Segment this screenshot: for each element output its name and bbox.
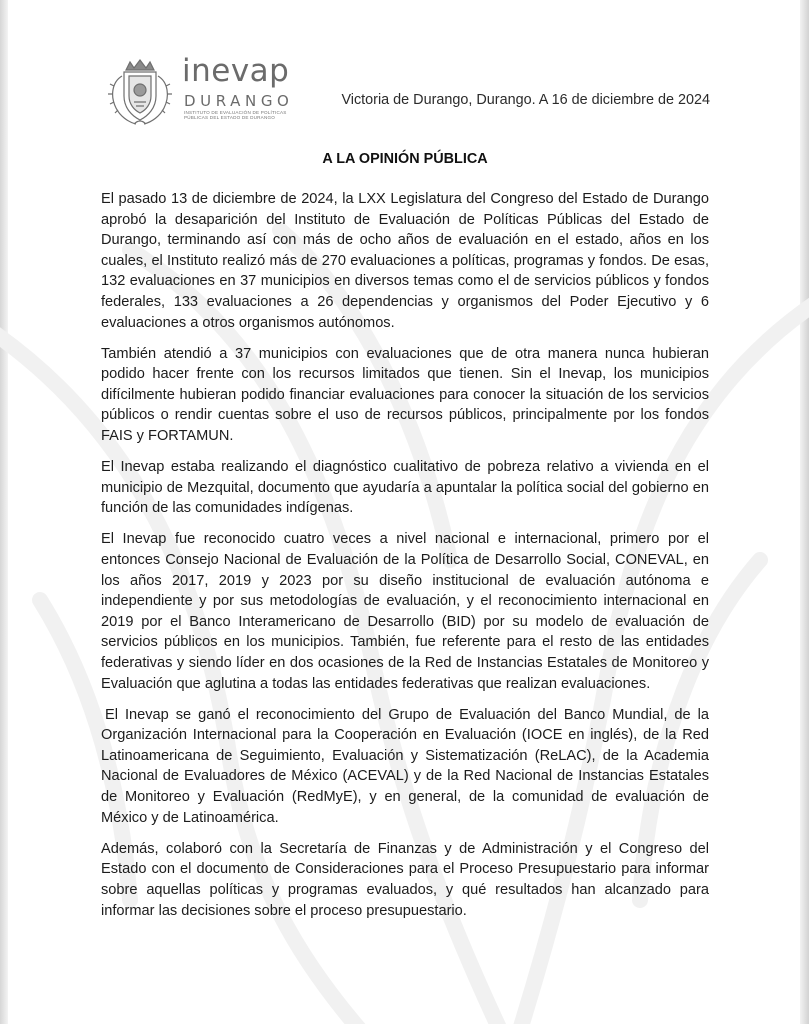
document-body [101, 189, 709, 932]
brand-subtitle: DURANGO [184, 92, 294, 110]
paragraph: Además, colaboró con la Secretaría de Finanzas y de Administración y el Congreso del Estado con el documento de Consideraciones para el Proceso Presupuestario para informar sobre aquellas políticas y programas evaluados, y qué resultados han alcanzado para informar las decisiones sobre el proceso presupuestario. [101, 840, 709, 919]
paragraph: El Inevap estaba realizando el diagnóstico cualitativo de pobreza relativo a vivienda en el municipio de Mezquital, documento que ayudaría a apuntalar la política social del gobierno en función de las comunidades indígenas. [101, 459, 709, 517]
paragraph: El pasado 13 de diciembre de 2024, la LXX Legislatura del Congreso del Estado de Durango aprobó la desaparición del Instituto de Evaluación de Políticas Públicas del Estado de Durango, terminando así con más de ocho años de evaluación en el estado, años en los cuales, el Instituto realizó más de 270 evaluaciones a políticas, programas y fondos. De esas, 132 evaluaciones en 37 municipios en diversos temas como el de servicios públicos y fondos federales, 133 evaluaciones a 26 dependencias y organismos del Poder Ejecutivo y 6 evaluaciones a otros organismos autónomos. [101, 191, 709, 331]
page-edge-shadow-left [0, 0, 8, 1024]
paragraph: El Inevap fue reconocido cuatro veces a nivel nacional e internacional, primero por el entonces Consejo Nacional de Evaluación de la Política de Desarrollo Social, CONEVAL, en los años 2017, 2019 y 2023 por su diseño institucional de evaluación autónoma e independiente y por sus metodologías de evaluación, y el reconocimiento internacional en 2019 por el Banco Interamericano de Desarrollo (BID) por su modelo de evaluación de servicios públicos en los municipios. También, fue referente para el resto de las entidades federativas y siendo líder en dos ocasiones de la Red de Instancias Estatales de Monitoreo y Evaluación que aglutina a todas las entidades federativas que realizan evaluaciones. [101, 531, 709, 692]
dateline: Victoria de Durango, Durango. A 16 de diciembre de 2024 [341, 92, 710, 108]
brand-tagline: INSTITUTO DE EVALUACIÓN DE POLÍTICAS PÚBLICAS DEL ESTADO DE DURANGO [184, 110, 287, 121]
paragraph: También atendió a 37 municipios con evaluaciones que de otra manera nunca hubieran podido hacer frente con los recursos limitados que tienen. Sin el Inevap, los municipios difícilmente hubieran podido financiar evaluaciones para conocer la situación de los servicios públicos o rendir cuentas sobre el uso de recursos públicos, principalmente por los fondos FAIS y FORTAMUN. [101, 345, 709, 445]
document-title: A LA OPINIÓN PÚBLICA [322, 151, 488, 167]
coat-of-arms-icon [104, 56, 176, 128]
page-edge-shadow-right [800, 0, 809, 1024]
brand-name: inevap [182, 53, 290, 89]
letterhead [104, 52, 710, 132]
paragraph: El Inevap se ganó el reconocimiento del Grupo de Evaluación del Banco Mundial, de la Organización Internacional para la Cooperación en Evaluación (IOCE en inglés), de la Red Latinoamericana de Seguimiento, Evaluación y Sistematización (ReLAC), de la Academia Nacional de Evaluadores de México (ACEVAL) y de la Red Nacional de Instancias Estatales de Monitoreo y Evaluación (RedMyE), y en general, de la comunidad de evaluación de México y de Latinoamérica. [101, 706, 709, 826]
